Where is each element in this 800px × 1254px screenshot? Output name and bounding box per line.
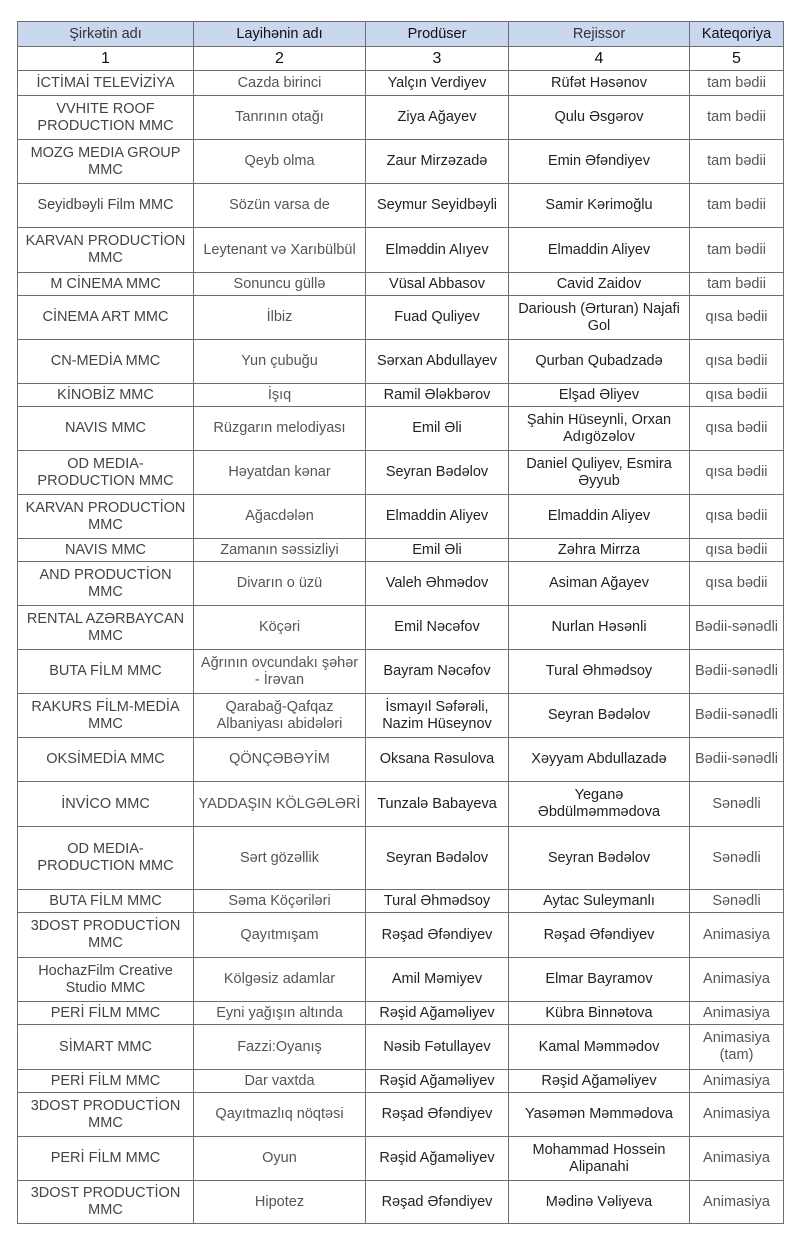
cell-director: Elmaddin Aliyev	[509, 495, 690, 539]
cell-company: MOZG MEDIA GROUP MMC	[18, 140, 194, 184]
header-producer: Prodüser	[366, 22, 509, 47]
cell-director: Tural Əhmədsoy	[509, 650, 690, 694]
cell-director: Asiman Ağayev	[509, 562, 690, 606]
cell-project: Ağacdələn	[194, 495, 366, 539]
table-row	[18, 606, 784, 650]
cell-director: Kübra Binnətova	[509, 1002, 690, 1025]
table-row	[18, 958, 784, 1002]
cell-company: 3DOST PRODUCTİON MMC	[18, 1181, 194, 1224]
cell-category: tam bədii	[690, 273, 784, 296]
cell-producer: Elməddin Alıyev	[366, 228, 509, 273]
column-number: 5	[690, 47, 784, 71]
cell-category: Animasiya	[690, 913, 784, 958]
cell-producer: Rəşid Ağaməliyev	[366, 1070, 509, 1093]
cell-director: Seyran Bədəlov	[509, 694, 690, 738]
cell-producer: Sərxan Abdullayev	[366, 340, 509, 384]
cell-category: tam bədii	[690, 71, 784, 96]
column-number: 4	[509, 47, 690, 71]
cell-producer: Emil Əli	[366, 407, 509, 451]
cell-company: İNVİCO MMC	[18, 782, 194, 827]
table-row	[18, 1093, 784, 1137]
cell-project: Kölgəsiz adamlar	[194, 958, 366, 1002]
cell-director: Rüfət Həsənov	[509, 71, 690, 96]
cell-director: Rəşad Əfəndiyev	[509, 913, 690, 958]
table-row	[18, 562, 784, 606]
cell-category: qısa bədii	[690, 340, 784, 384]
cell-company: PERİ FİLM MMC	[18, 1070, 194, 1093]
table-row	[18, 1025, 784, 1070]
cell-company: NAVIS MMC	[18, 539, 194, 562]
table-body	[18, 71, 784, 1224]
cell-company: AND PRODUCTİON MMC	[18, 562, 194, 606]
cell-category: qısa bədii	[690, 384, 784, 407]
cell-director: Yasəmən Məmmədova	[509, 1093, 690, 1137]
cell-company: BUTA FİLM MMC	[18, 890, 194, 913]
cell-company: KARVAN PRODUCTİON MMC	[18, 228, 194, 273]
cell-director: Cavid Zaidov	[509, 273, 690, 296]
cell-category: Animasiya	[690, 1093, 784, 1137]
cell-company: M CİNEMA MMC	[18, 273, 194, 296]
cell-project: Köçəri	[194, 606, 366, 650]
table-row	[18, 539, 784, 562]
table-row	[18, 1002, 784, 1025]
table-row	[18, 228, 784, 273]
cell-producer: Ramil Ələkbərov	[366, 384, 509, 407]
header-category: Kateqoriya	[690, 22, 784, 47]
cell-producer: Nəsib Fətullayev	[366, 1025, 509, 1070]
cell-director: Yeganə Əbdülməmmədova	[509, 782, 690, 827]
cell-company: CN-MEDİA MMC	[18, 340, 194, 384]
cell-producer: Rəşid Ağaməliyev	[366, 1002, 509, 1025]
table-row	[18, 1070, 784, 1093]
cell-company: SİMART MMC	[18, 1025, 194, 1070]
cell-company: HochazFilm Creative Studio MMC	[18, 958, 194, 1002]
column-number: 3	[366, 47, 509, 71]
cell-category: Sənədli	[690, 827, 784, 890]
column-number-row	[18, 47, 784, 71]
table-row	[18, 827, 784, 890]
cell-director: Zəhra Mirrza	[509, 539, 690, 562]
cell-director: Elmaddin Aliyev	[509, 228, 690, 273]
cell-category: Bədii-sənədli	[690, 694, 784, 738]
table-row	[18, 71, 784, 96]
cell-director: Kamal Məmmədov	[509, 1025, 690, 1070]
table-row	[18, 694, 784, 738]
table-row	[18, 340, 784, 384]
table-row	[18, 407, 784, 451]
cell-director: Samir Kərimoğlu	[509, 184, 690, 228]
cell-producer: Amil Məmiyev	[366, 958, 509, 1002]
cell-project: Qayıtmışam	[194, 913, 366, 958]
cell-producer: Rəşad Əfəndiyev	[366, 1093, 509, 1137]
cell-company: RENTAL AZƏRBAYCAN MMC	[18, 606, 194, 650]
cell-director: Mohammad Hossein Alipanahi	[509, 1137, 690, 1181]
cell-producer: Elmaddin Aliyev	[366, 495, 509, 539]
cell-category: tam bədii	[690, 140, 784, 184]
cell-company: VVHITE ROOF PRODUCTION MMC	[18, 96, 194, 140]
cell-category: Sənədli	[690, 782, 784, 827]
header-project: Layihənin adı	[194, 22, 366, 47]
table-row	[18, 1181, 784, 1224]
cell-category: qısa bədii	[690, 562, 784, 606]
cell-category: Animasiya	[690, 958, 784, 1002]
cell-project: Eyni yağışın altında	[194, 1002, 366, 1025]
cell-category: tam bədii	[690, 228, 784, 273]
cell-director: Qurban Qubadzadə	[509, 340, 690, 384]
table-row	[18, 1137, 784, 1181]
cell-project: İlbiz	[194, 296, 366, 340]
cell-company: KARVAN PRODUCTİON MMC	[18, 495, 194, 539]
cell-company: CİNEMA ART MMC	[18, 296, 194, 340]
table-row	[18, 495, 784, 539]
cell-company: 3DOST PRODUCTİON MMC	[18, 1093, 194, 1137]
cell-project: YADDAŞIN KÖLGƏLƏRİ	[194, 782, 366, 827]
table-row	[18, 782, 784, 827]
column-number: 2	[194, 47, 366, 71]
cell-producer: Yalçın Verdiyev	[366, 71, 509, 96]
cell-director: Nurlan Həsənli	[509, 606, 690, 650]
cell-project: QÖNÇƏBƏYİM	[194, 738, 366, 782]
cell-director: Darioush (Ərturan) Najafi Gol	[509, 296, 690, 340]
table-row	[18, 451, 784, 495]
cell-producer: İsmayıl Səfərəli, Nazim Hüseynov	[366, 694, 509, 738]
table-row	[18, 273, 784, 296]
film-projects-table	[17, 21, 784, 1224]
cell-director: Seyran Bədəlov	[509, 827, 690, 890]
cell-producer: Valeh Əhmədov	[366, 562, 509, 606]
table-row	[18, 184, 784, 228]
cell-producer: Tunzalə Babayeva	[366, 782, 509, 827]
cell-category: Sənədli	[690, 890, 784, 913]
cell-director: Emin Əfəndiyev	[509, 140, 690, 184]
cell-producer: Rəşad Əfəndiyev	[366, 913, 509, 958]
table-row	[18, 913, 784, 958]
header-director: Rejissor	[509, 22, 690, 47]
cell-project: Dar vaxtda	[194, 1070, 366, 1093]
cell-project: Yun çubuğu	[194, 340, 366, 384]
table-row	[18, 890, 784, 913]
cell-category: Animasiya	[690, 1002, 784, 1025]
cell-project: Səma Köçəriləri	[194, 890, 366, 913]
cell-producer: Rəşid Ağaməliyev	[366, 1137, 509, 1181]
cell-producer: Emil Nəcəfov	[366, 606, 509, 650]
cell-director: Rəşid Ağaməliyev	[509, 1070, 690, 1093]
cell-project: Ağrının ovcundakı şəhər - İrəvan	[194, 650, 366, 694]
cell-director: Daniel Quliyev, Esmira Əyyub	[509, 451, 690, 495]
cell-director: Şahin Hüseynli, Orxan Adıgözəlov	[509, 407, 690, 451]
cell-company: RAKURS FİLM-MEDİA MMC	[18, 694, 194, 738]
cell-company: KİNOBİZ MMC	[18, 384, 194, 407]
cell-category: qısa bədii	[690, 539, 784, 562]
cell-company: İCTİMAİ TELEVİZİYA	[18, 71, 194, 96]
cell-category: tam bədii	[690, 96, 784, 140]
cell-project: İşıq	[194, 384, 366, 407]
cell-category: Animasiya	[690, 1137, 784, 1181]
cell-project: Zamanın səssizliyi	[194, 539, 366, 562]
cell-company: PERİ FİLM MMC	[18, 1002, 194, 1025]
table-row	[18, 96, 784, 140]
cell-category: Bədii-sənədli	[690, 606, 784, 650]
cell-company: Seyidbəyli Film MMC	[18, 184, 194, 228]
cell-company: OD MEDIA-PRODUCTION MMC	[18, 451, 194, 495]
cell-project: Həyatdan kənar	[194, 451, 366, 495]
cell-category: Bədii-sənədli	[690, 650, 784, 694]
cell-project: Sərt gözəllik	[194, 827, 366, 890]
cell-producer: Ziya Ağayev	[366, 96, 509, 140]
cell-company: OD MEDIA-PRODUCTION MMC	[18, 827, 194, 890]
cell-category: Animasiya (tam)	[690, 1025, 784, 1070]
cell-category: qısa bədii	[690, 296, 784, 340]
header-company: Şirkətin adı	[18, 22, 194, 47]
cell-company: NAVIS MMC	[18, 407, 194, 451]
cell-producer: Vüsal Abbasov	[366, 273, 509, 296]
cell-category: qısa bədii	[690, 451, 784, 495]
cell-company: OKSİMEDİA MMC	[18, 738, 194, 782]
cell-director: Mədinə Vəliyeva	[509, 1181, 690, 1224]
table-row	[18, 650, 784, 694]
cell-producer: Oksana Rəsulova	[366, 738, 509, 782]
film-projects-table-container	[17, 21, 783, 1224]
cell-project: Leytenant və Xarıbülbül	[194, 228, 366, 273]
cell-producer: Seyran Bədəlov	[366, 827, 509, 890]
cell-producer: Bayram Nəcəfov	[366, 650, 509, 694]
cell-company: BUTA FİLM MMC	[18, 650, 194, 694]
cell-producer: Fuad Quliyev	[366, 296, 509, 340]
cell-project: Sonuncu güllə	[194, 273, 366, 296]
cell-category: tam bədii	[690, 184, 784, 228]
cell-director: Aytac Suleymanlı	[509, 890, 690, 913]
table-row	[18, 384, 784, 407]
cell-producer: Zaur Mirzəzadə	[366, 140, 509, 184]
table-row	[18, 296, 784, 340]
cell-category: qısa bədii	[690, 495, 784, 539]
cell-director: Xəyyam Abdullazadə	[509, 738, 690, 782]
cell-producer: Rəşad Əfəndiyev	[366, 1181, 509, 1224]
table-row	[18, 140, 784, 184]
header-row	[18, 22, 784, 47]
table-row	[18, 738, 784, 782]
cell-project: Qeyb olma	[194, 140, 366, 184]
column-number: 1	[18, 47, 194, 71]
cell-director: Elmar Bayramov	[509, 958, 690, 1002]
cell-project: Tanrının otağı	[194, 96, 366, 140]
cell-project: Oyun	[194, 1137, 366, 1181]
cell-category: qısa bədii	[690, 407, 784, 451]
cell-producer: Tural Əhmədsoy	[366, 890, 509, 913]
cell-project: Qarabağ-Qafqaz Albaniyası abidələri	[194, 694, 366, 738]
cell-project: Rüzgarın melodiyası	[194, 407, 366, 451]
cell-company: 3DOST PRODUCTİON MMC	[18, 913, 194, 958]
cell-director: Elşad Əliyev	[509, 384, 690, 407]
cell-project: Divarın o üzü	[194, 562, 366, 606]
cell-company: PERİ FİLM MMC	[18, 1137, 194, 1181]
cell-category: Bədii-sənədli	[690, 738, 784, 782]
cell-project: Hipotez	[194, 1181, 366, 1224]
cell-project: Fazzi:Oyanış	[194, 1025, 366, 1070]
cell-producer: Seymur Seyidbəyli	[366, 184, 509, 228]
cell-producer: Emil Əli	[366, 539, 509, 562]
cell-project: Qayıtmazlıq nöqtəsi	[194, 1093, 366, 1137]
cell-director: Qulu Əsgərov	[509, 96, 690, 140]
cell-project: Sözün varsa de	[194, 184, 366, 228]
cell-project: Cazda birinci	[194, 71, 366, 96]
cell-category: Animasiya	[690, 1070, 784, 1093]
cell-category: Animasiya	[690, 1181, 784, 1224]
cell-producer: Seyran Bədəlov	[366, 451, 509, 495]
